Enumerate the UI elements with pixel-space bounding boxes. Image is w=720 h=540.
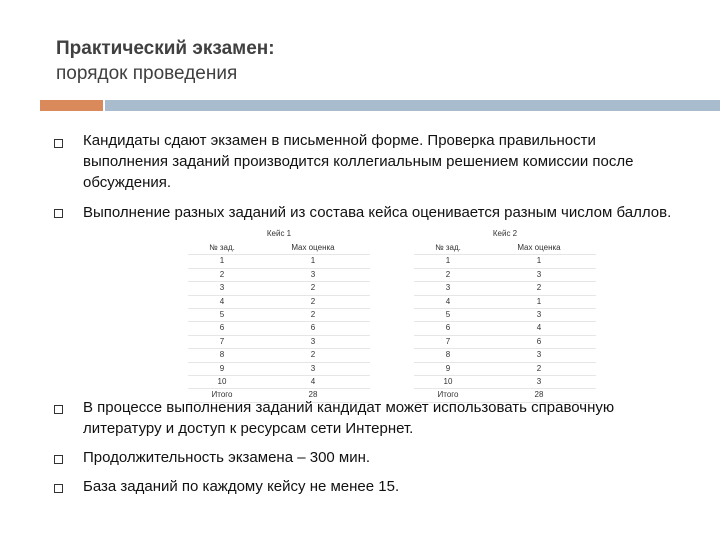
title-divider-bar xyxy=(105,100,720,111)
table-cell: 10 xyxy=(188,376,256,389)
table-cell: 3 xyxy=(482,309,596,322)
table-cell: 28 xyxy=(482,389,596,402)
table-cell: 3 xyxy=(414,282,482,295)
slide-title-line2: порядок проведения xyxy=(56,63,238,84)
table-cell: Итого xyxy=(188,389,256,402)
bullet-square-icon xyxy=(54,139,63,148)
case1-table xyxy=(188,229,370,400)
table-cell: 9 xyxy=(188,362,256,375)
case1-grid xyxy=(188,242,370,403)
table-cell: 10 xyxy=(414,376,482,389)
table-cell: 6 xyxy=(256,322,370,335)
table-cell: 4 xyxy=(414,295,482,308)
table-cell: 9 xyxy=(414,362,482,375)
table-cell: 3 xyxy=(256,362,370,375)
bullet-square-icon xyxy=(54,405,63,414)
table-cell: 2 xyxy=(256,282,370,295)
table-cell: 2 xyxy=(414,268,482,281)
table-cell: 3 xyxy=(256,268,370,281)
table-cell: 8 xyxy=(188,349,256,362)
table-cell: 7 xyxy=(414,335,482,348)
table-header: № зад. xyxy=(188,242,256,255)
case2-table xyxy=(414,229,596,400)
table-cell: 2 xyxy=(256,309,370,322)
slide-title-line1: Практический экзамен: xyxy=(56,38,275,59)
bullet-text-part: Выполнение разных заданий из состава кейса оценивается разным числом баллов. xyxy=(83,204,672,221)
table-header: Max оценка xyxy=(482,242,596,255)
table-cell: 2 xyxy=(256,349,370,362)
bullet-text: База заданий по каждому кейсу не менее 15. xyxy=(83,478,400,495)
title-accent-bar xyxy=(40,100,103,111)
table-header: № зад. xyxy=(414,242,482,255)
bullet-square-icon xyxy=(54,209,63,218)
table-cell: 4 xyxy=(482,322,596,335)
table-cell: 3 xyxy=(188,282,256,295)
case2-caption: Кейс 2 xyxy=(492,229,518,238)
table-header: Max оценка xyxy=(256,242,370,255)
bullet-square-icon xyxy=(54,455,63,464)
table-cell: 6 xyxy=(414,322,482,335)
bullet-text xyxy=(83,202,673,223)
table-cell: 1 xyxy=(482,255,596,268)
bullet-square-icon xyxy=(54,484,63,493)
table-cell: 28 xyxy=(256,389,370,402)
case1-caption: Кейс 1 xyxy=(266,229,292,238)
table-cell: 3 xyxy=(482,349,596,362)
table-cell: 2 xyxy=(482,282,596,295)
table-cell: 3 xyxy=(482,376,596,389)
table-cell: 4 xyxy=(256,376,370,389)
table-cell: 1 xyxy=(482,295,596,308)
table-cell: 5 xyxy=(414,309,482,322)
table-cell: Итого xyxy=(414,389,482,402)
table-cell: 3 xyxy=(256,335,370,348)
table-cell: 1 xyxy=(414,255,482,268)
table-cell: 5 xyxy=(188,309,256,322)
table-cell: 6 xyxy=(482,335,596,348)
table-cell: 6 xyxy=(188,322,256,335)
table-cell: 3 xyxy=(482,268,596,281)
bullet-text: Кандидаты сдают экзамен в письменной форме. Проверка правильности выполнения заданий производится коллегиальным решением комиссии после обсуждения. xyxy=(83,132,634,191)
table-cell: 2 xyxy=(256,295,370,308)
table-cell: 2 xyxy=(188,268,256,281)
table-cell: 1 xyxy=(256,255,370,268)
bullet-text: Продолжительность экзамена – 300 мин. xyxy=(83,449,371,466)
table-cell: 1 xyxy=(188,255,256,268)
slide-title xyxy=(56,36,275,86)
bullet-text: В процессе выполнения заданий кандидат может использовать справочную литературу и доступ к ресурсам сети Интернет. xyxy=(83,399,615,437)
table-cell: 2 xyxy=(482,362,596,375)
table-cell: 4 xyxy=(188,295,256,308)
table-cell: 8 xyxy=(414,349,482,362)
table-cell: 7 xyxy=(188,335,256,348)
case2-grid xyxy=(414,242,596,403)
